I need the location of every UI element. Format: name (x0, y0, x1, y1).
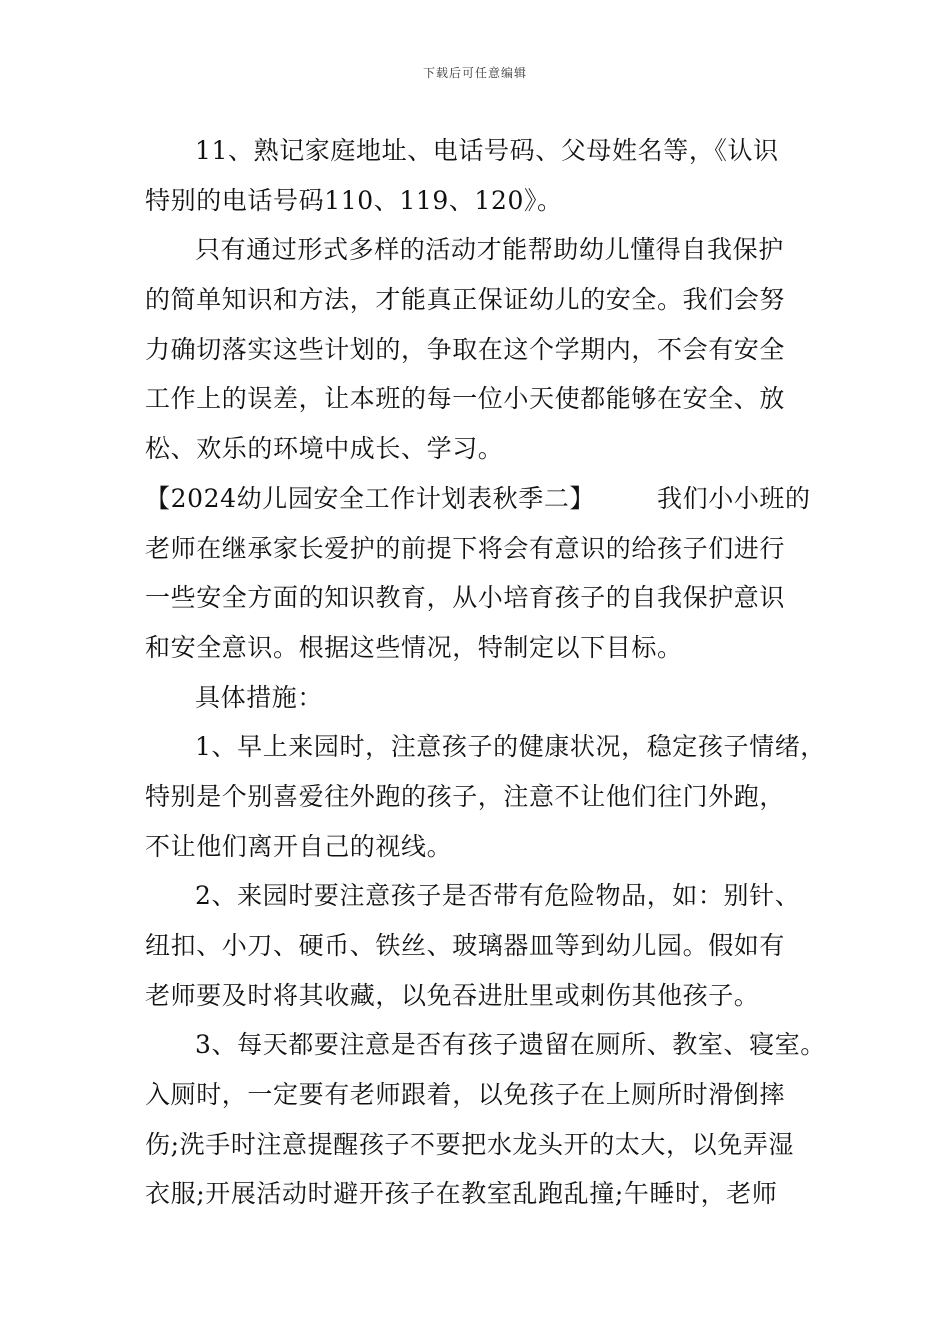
text-line: 只有通过形式多样的活动才能帮助幼儿懂得自我保护 (195, 235, 784, 265)
text-line: 老师在继承家长爱护的前提下将会有意识的给孩子们进行 (145, 533, 786, 563)
text-line: 11、熟记家庭地址、电话号码、父母姓名等，《认识 (195, 136, 779, 165)
text-line: 工作上的误差，让本班的每一位小天使都能够在安全、放 (145, 384, 786, 414)
text-line: 特别是个别喜爱往外跑的孩子，注意不让他们往门外跑， (145, 781, 786, 811)
text-line: 具体措施： (195, 682, 324, 712)
text-line: 1、早上来园时，注意孩子的健康状况，稳定孩子情绪， (195, 732, 826, 762)
text-line: 3、每天都要注意是否有孩子遗留在厕所、教室、寝室。 (195, 1030, 826, 1060)
text-line: 松、欢乐的环境中成长、学习。 (145, 434, 504, 464)
text-line: 我们小小班的 (657, 483, 811, 513)
text-line: 纽扣、小刀、硬币、铁丝、玻璃器皿等到幼儿园。假如有 (145, 931, 786, 960)
text-line: 的简单知识和方法，才能真正保证幼儿的安全。我们会努 (145, 285, 786, 315)
text-line: 和安全意识。根据这些情况，特制定以下目标。 (145, 632, 683, 662)
text-line: 2、来园时要注意孩子是否带有危险物品，如：别针、 (195, 881, 801, 911)
text-line: 特别的电话号码110、119、120》。 (145, 185, 563, 215)
text-line: 入厕时，一定要有老师跟着，以免孩子在上厕所时滑倒摔 (145, 1080, 786, 1110)
text-line: 老师要及时将其收藏，以免吞进肚里或刺伤其他孩子。 (145, 980, 760, 1010)
document-body (145, 126, 835, 1219)
text-line: 不让他们离开自己的视线。 (145, 831, 453, 861)
text-line: 力确切落实这些计划的，争取在这个学期内，不会有安全 (145, 334, 786, 364)
text-line: 伤;洗手时注意提醒孩子不要把水龙头开的太大，以免弄湿 (145, 1129, 795, 1159)
section-heading: 【2024幼儿园安全工作计划表秋季二】 (145, 483, 596, 513)
header-note: 下载后可任意编辑 (422, 66, 527, 80)
section-heading-line (145, 474, 835, 524)
text-line: 衣服;开展活动时避开孩子在教室乱跑乱撞;午睡时，老师 (145, 1179, 778, 1209)
text-line: 一些安全方面的知识教育，从小培育孩子的自我保护意识 (145, 583, 786, 613)
